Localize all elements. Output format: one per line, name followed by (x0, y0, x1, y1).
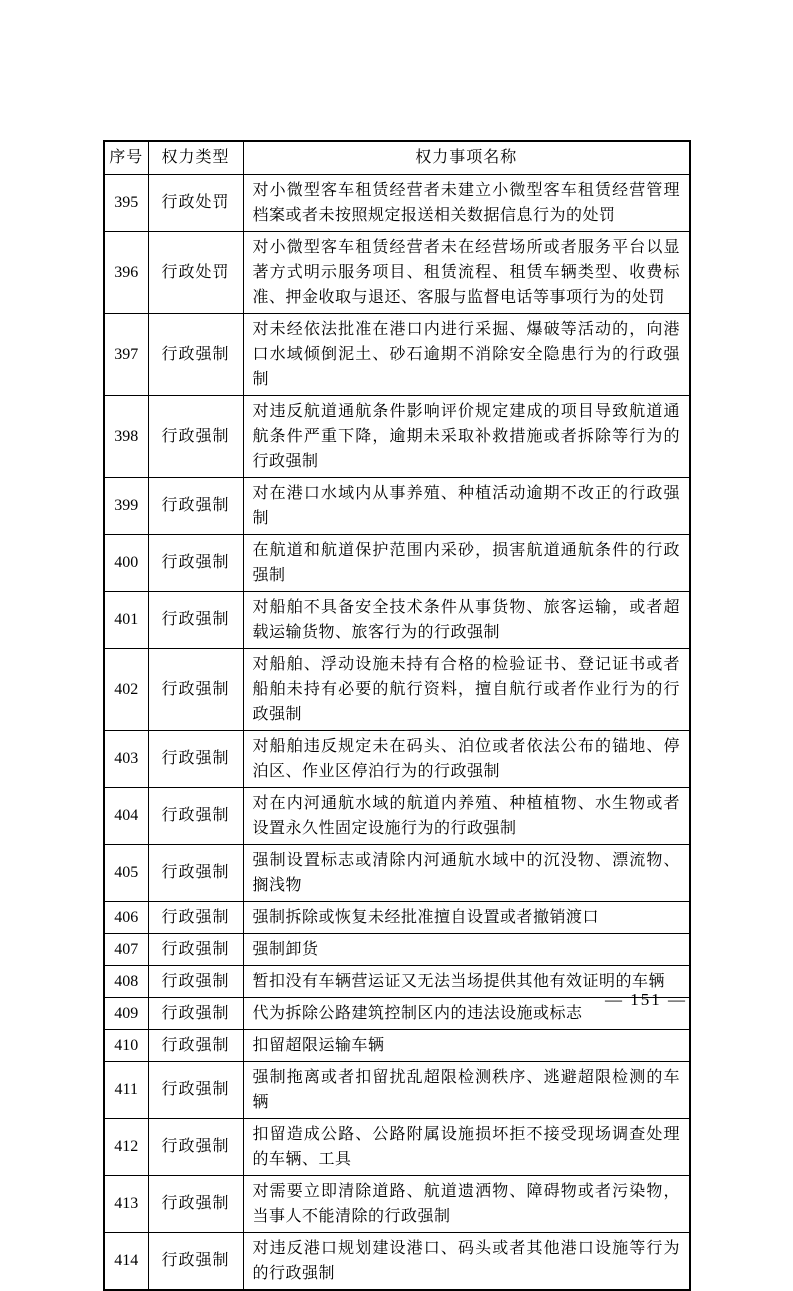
power-item-name-cell: 扣留造成公路、公路附属设施损坏拒不接受现场调查处理的车辆、工具 (243, 1118, 690, 1175)
row-number-cell: 404 (104, 787, 148, 844)
row-number-cell: 409 (104, 997, 148, 1029)
table-row (104, 477, 690, 534)
power-item-name-cell: 对船舶不具备安全技术条件从事货物、旅客运输，或者超载运输货物、旅客行为的行政强制 (243, 591, 690, 648)
power-item-name-cell: 对未经依法批准在港口内进行采掘、爆破等活动的，向港口水域倾倒泥土、砂石逾期不消除安全隐患行为的行政强制 (243, 313, 690, 395)
power-items-table (103, 140, 691, 1291)
row-number-cell: 399 (104, 477, 148, 534)
table-row (104, 231, 690, 313)
table-row (104, 730, 690, 787)
row-number-cell: 410 (104, 1029, 148, 1061)
power-type-cell: 行政强制 (148, 1118, 243, 1175)
row-number-cell: 405 (104, 844, 148, 901)
column-header-serial-number: 序号 (104, 141, 148, 174)
table-row (104, 591, 690, 648)
power-type-cell: 行政强制 (148, 997, 243, 1029)
table-row (104, 965, 690, 997)
table-row (104, 395, 690, 477)
power-type-cell: 行政强制 (148, 534, 243, 591)
table-row (104, 1061, 690, 1118)
power-type-cell: 行政强制 (148, 313, 243, 395)
row-number-cell: 395 (104, 174, 148, 231)
table-row (104, 933, 690, 965)
row-number-cell: 402 (104, 648, 148, 730)
power-item-name-cell: 对船舶违反规定未在码头、泊位或者依法公布的锚地、停泊区、作业区停泊行为的行政强制 (243, 730, 690, 787)
power-type-cell: 行政强制 (148, 844, 243, 901)
row-number-cell: 403 (104, 730, 148, 787)
row-number-cell: 396 (104, 231, 148, 313)
power-type-cell: 行政强制 (148, 477, 243, 534)
power-type-cell: 行政强制 (148, 965, 243, 997)
table-row (104, 1232, 690, 1290)
row-number-cell: 408 (104, 965, 148, 997)
table-row (104, 901, 690, 933)
power-type-cell: 行政强制 (148, 395, 243, 477)
row-number-cell: 412 (104, 1118, 148, 1175)
power-item-name-cell: 强制拆除或恢复未经批准擅自设置或者撤销渡口 (243, 901, 690, 933)
power-type-cell: 行政强制 (148, 1029, 243, 1061)
power-item-name-cell: 暂扣没有车辆营运证又无法当场提供其他有效证明的车辆 (243, 965, 690, 997)
power-type-cell: 行政强制 (148, 901, 243, 933)
row-number-cell: 411 (104, 1061, 148, 1118)
power-type-cell: 行政强制 (148, 1175, 243, 1232)
power-type-cell: 行政处罚 (148, 174, 243, 231)
table-header-row (104, 141, 690, 174)
power-item-name-cell: 对小微型客车租赁经营者未建立小微型客车租赁经营管理档案或者未按照规定报送相关数据信息行为的处罚 (243, 174, 690, 231)
table-row (104, 1029, 690, 1061)
power-item-name-cell: 对在内河通航水域的航道内养殖、种植植物、水生物或者设置永久性固定设施行为的行政强制 (243, 787, 690, 844)
row-number-cell: 414 (104, 1232, 148, 1290)
table-row (104, 1118, 690, 1175)
power-type-cell: 行政强制 (148, 1232, 243, 1290)
table-row (104, 174, 690, 231)
column-header-power-item-name: 权力事项名称 (243, 141, 690, 174)
power-item-name-cell: 扣留超限运输车辆 (243, 1029, 690, 1061)
power-type-cell: 行政强制 (148, 787, 243, 844)
power-item-name-cell: 强制拖离或者扣留扰乱超限检测秩序、逃避超限检测的车辆 (243, 1061, 690, 1118)
power-item-name-cell: 在航道和航道保护范围内采砂，损害航道通航条件的行政强制 (243, 534, 690, 591)
row-number-cell: 401 (104, 591, 148, 648)
power-type-cell: 行政处罚 (148, 231, 243, 313)
row-number-cell: 398 (104, 395, 148, 477)
power-item-name-cell: 对小微型客车租赁经营者未在经营场所或者服务平台以显著方式明示服务项目、租赁流程、租赁车辆类型、收费标准、押金收取与退还、客服与监督电话等事项行为的处罚 (243, 231, 690, 313)
table-row (104, 997, 690, 1029)
table-row (104, 1175, 690, 1232)
power-item-name-cell: 对违反港口规划建设港口、码头或者其他港口设施等行为的行政强制 (243, 1232, 690, 1290)
row-number-cell: 397 (104, 313, 148, 395)
row-number-cell: 400 (104, 534, 148, 591)
row-number-cell: 413 (104, 1175, 148, 1232)
row-number-cell: 407 (104, 933, 148, 965)
table-row (104, 787, 690, 844)
row-number-cell: 406 (104, 901, 148, 933)
table-row (104, 534, 690, 591)
power-type-cell: 行政强制 (148, 730, 243, 787)
page-number: — 151 — (605, 990, 687, 1009)
power-type-cell: 行政强制 (148, 1061, 243, 1118)
power-item-name-cell: 强制设置标志或清除内河通航水域中的沉没物、漂流物、搁浅物 (243, 844, 690, 901)
power-type-cell: 行政强制 (148, 591, 243, 648)
table-row (104, 844, 690, 901)
power-item-name-cell: 强制卸货 (243, 933, 690, 965)
power-item-name-cell: 对船舶、浮动设施未持有合格的检验证书、登记证书或者船舶未持有必要的航行资料，擅自航行或者作业行为的行政强制 (243, 648, 690, 730)
power-type-cell: 行政强制 (148, 933, 243, 965)
table-row (104, 648, 690, 730)
column-header-power-type: 权力类型 (148, 141, 243, 174)
power-type-cell: 行政强制 (148, 648, 243, 730)
power-item-name-cell: 对需要立即清除道路、航道遗洒物、障碍物或者污染物，当事人不能清除的行政强制 (243, 1175, 690, 1232)
table-row (104, 313, 690, 395)
power-item-name-cell: 代为拆除公路建筑控制区内的违法设施或标志 (243, 997, 690, 1029)
power-item-name-cell: 对违反航道通航条件影响评价规定建成的项目导致航道通航条件严重下降，逾期未采取补救措施或者拆除等行为的行政强制 (243, 395, 690, 477)
power-item-name-cell: 对在港口水域内从事养殖、种植活动逾期不改正的行政强制 (243, 477, 690, 534)
